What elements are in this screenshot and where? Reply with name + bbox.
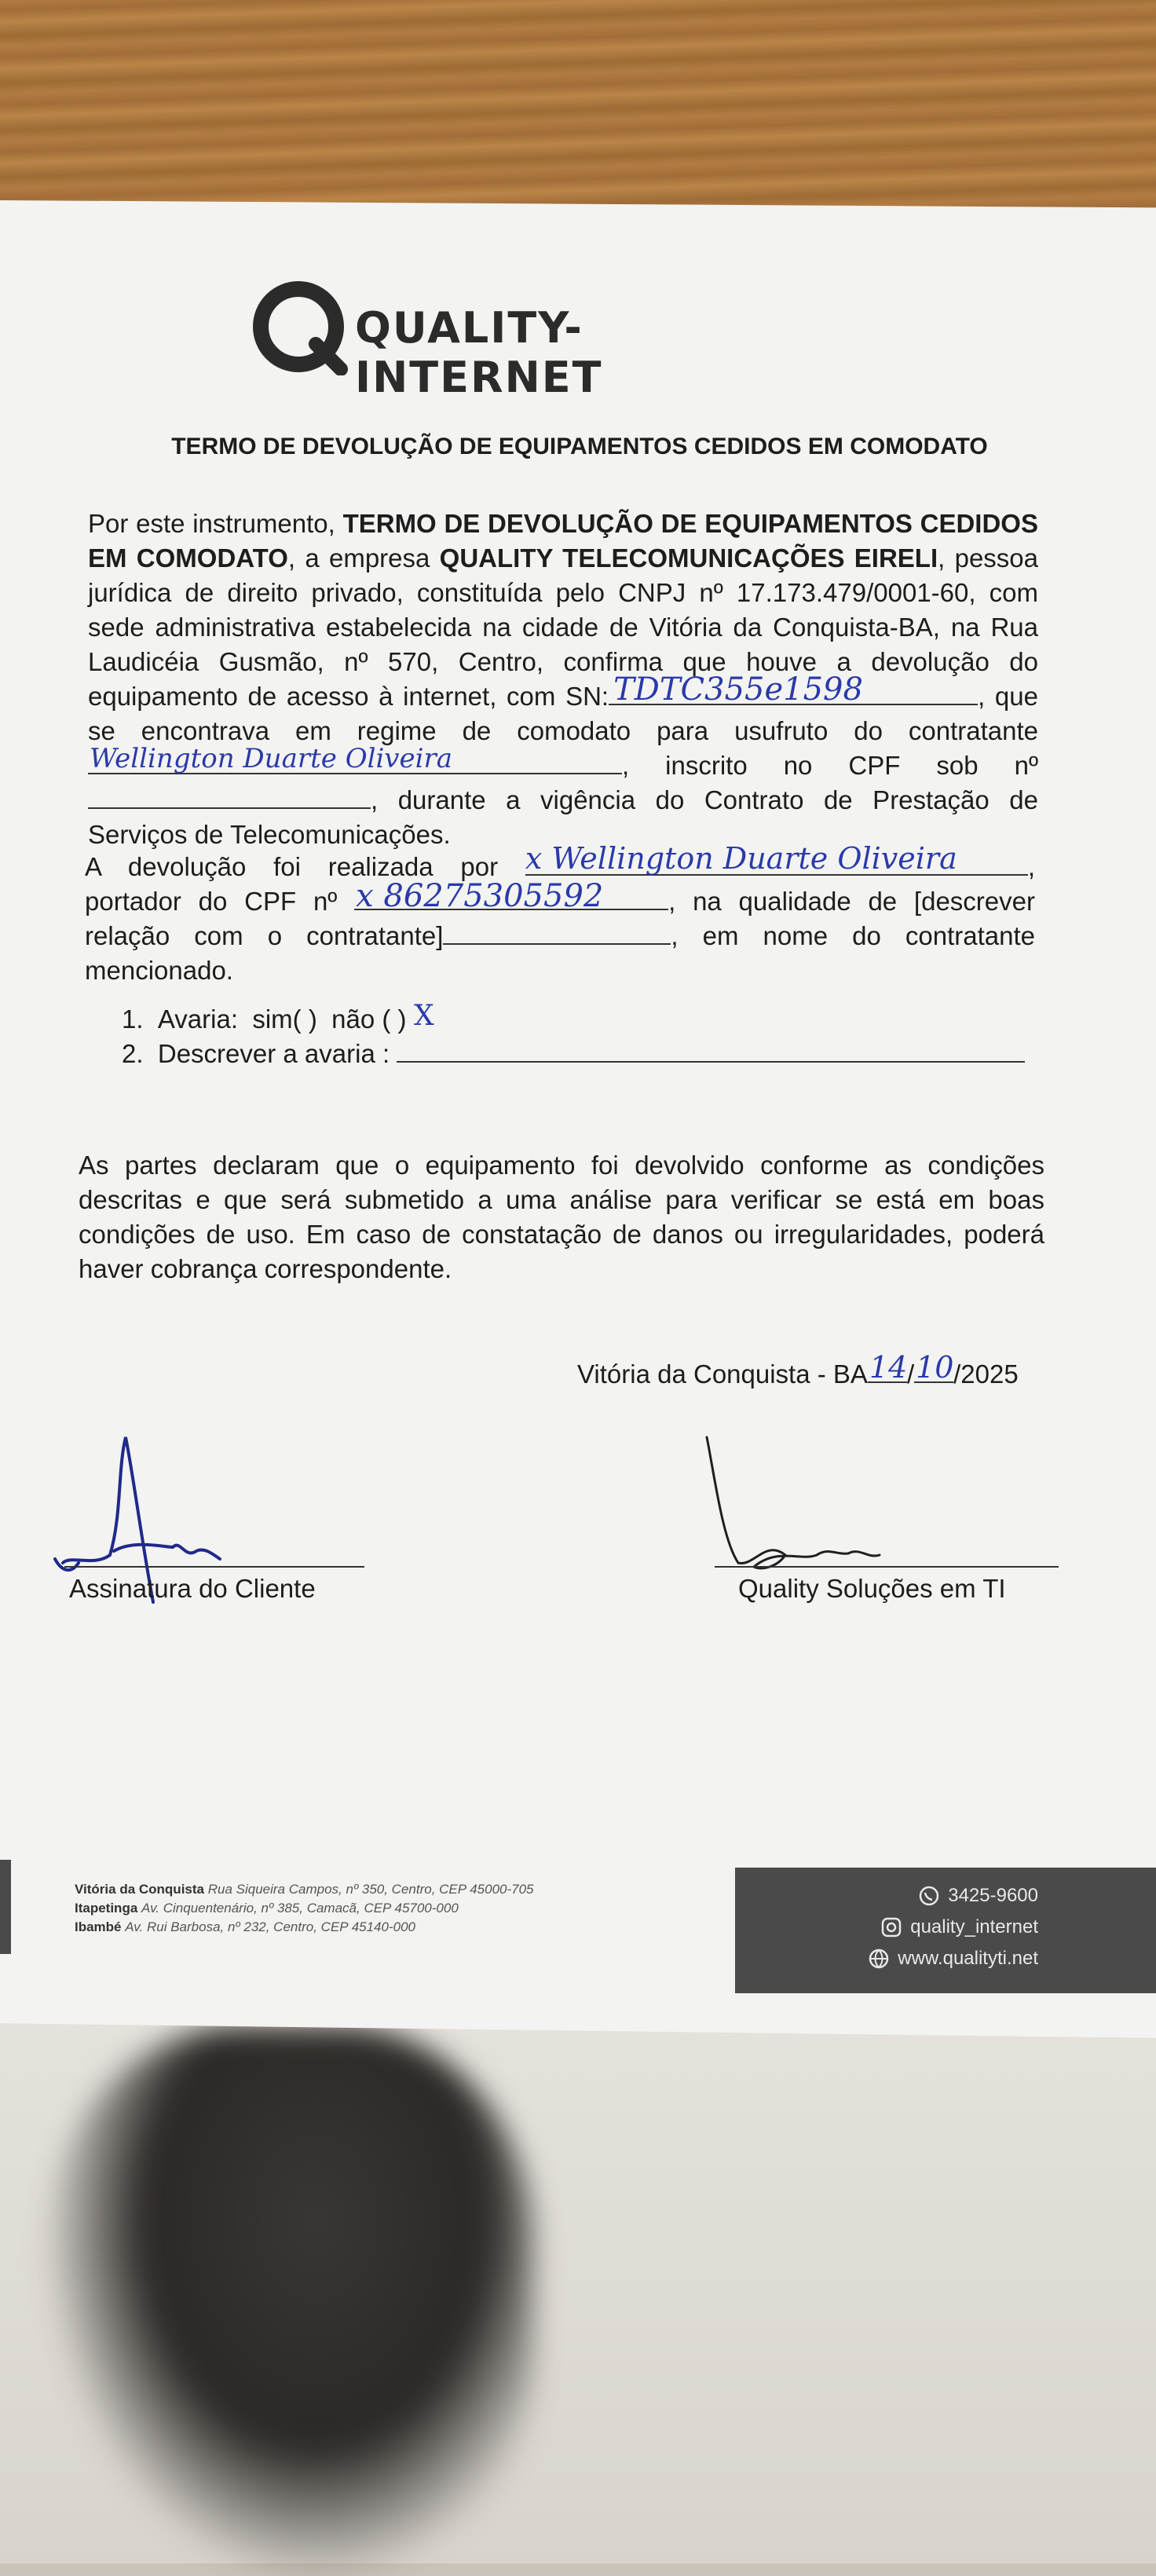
p2-text-1: A devolução foi realizada por [85, 852, 525, 881]
company-signature [691, 1429, 942, 1579]
cpf-field[interactable] [354, 878, 668, 914]
place-date [577, 1350, 1048, 1392]
relation-field[interactable] [443, 920, 671, 945]
contractant-name-field[interactable] [88, 743, 622, 774]
item-descrever [122, 1037, 1033, 1071]
footer-contact-box [735, 1868, 1156, 1993]
instagram-icon [880, 1916, 902, 1938]
nao-checkmark: X [414, 1000, 434, 1032]
footer-address: Rua Siqueira Campos, nº 350, Centro, CEP 45000-705 [207, 1882, 534, 1897]
p1-text-3: , pessoa jurídica de direito privado, constituída pelo CNPJ nº 17.173.479/0001-60, com sede administrativa estabelecida na cidade de Vitória da Conquista-BA, na Rua Laudicéia Gusmão, nº 570, Centro, confirma que houve a devolução do equipamento de acesso à internet, com SN: [88, 543, 1039, 711]
place-text: Vitória da Conquista - BA [577, 1359, 868, 1389]
p1-bold-1: TERMO DE DEVOLUÇÃO DE EQUIPAMENTOS CEDIDOS EM COMODATO [88, 509, 1038, 573]
client-signature-label: Assinatura do Cliente [69, 1574, 316, 1603]
footer-address-line [75, 1918, 534, 1937]
company-signature-label: Quality Soluções em TI [738, 1574, 1006, 1603]
blurred-object-photo [47, 2026, 534, 2576]
wooden-table-background [0, 0, 1156, 212]
footer-city: Vitória da Conquista [75, 1882, 204, 1897]
paragraph-1 [88, 507, 1038, 852]
cpf-handwriting: x 86275305592 [356, 878, 604, 914]
returned-by-handwriting: x Wellington Duarte Oliveira [525, 841, 957, 876]
items-list [122, 1002, 1033, 1071]
footer-address: Av. Rui Barbosa, nº 232, Centro, CEP 45140-000 [125, 1919, 415, 1934]
p1-text-6: , durante a vigência do Contrato de Prestação de Serviços de Telecomunicações. [88, 785, 1038, 849]
year-text: 2025 [960, 1359, 1019, 1389]
date-sep-1: / [906, 1359, 915, 1389]
paragraph-3: As partes declaram que o equipamento foi devolvido conforme as condições descritas e que será submetido a uma análise para verificar se está em boas condições de uso. Em caso de constatação de danos ou irregularidades, poderá haver cobrança correspondente. [79, 1151, 1044, 1283]
avaria-sim-option[interactable]: sim( ) [252, 1004, 317, 1034]
p1-text-4: , que se encontrava em regime de comodato para usufruto do contratante [88, 682, 1038, 745]
descrever-avaria-field[interactable] [397, 1037, 1025, 1063]
returned-by-field[interactable] [525, 841, 1028, 876]
footer-instagram: quality_internet [910, 1916, 1038, 1937]
descrever-label: Descrever a avaria : [157, 1039, 390, 1068]
p1-text-2: , a empresa [287, 543, 440, 573]
footer-instagram-row [880, 1916, 1038, 1938]
avaria-nao-option[interactable]: não ( ) [331, 1004, 407, 1034]
month-field[interactable] [914, 1350, 954, 1385]
logo-q-icon [253, 281, 355, 375]
document-title: TERMO DE DEVOLUÇÃO DE EQUIPAMENTOS CEDIDOS EM COMODATO [171, 434, 988, 459]
item-avaria [122, 1002, 1033, 1037]
footer-phone-row [918, 1885, 1038, 1907]
footer-city: Ibambé [75, 1919, 122, 1934]
footer-address-line [75, 1880, 534, 1899]
serial-handwriting: TDTC355e1598 [613, 671, 863, 708]
footer-website: www.qualityti.net [898, 1948, 1038, 1969]
p2-text-4: , em nome do contratante mencionado. [85, 921, 1035, 985]
avaria-label: Avaria: [157, 1004, 238, 1034]
day-handwriting: 14 [869, 1350, 908, 1385]
item-1-number: 1. [122, 1004, 144, 1034]
paragraph-2 [85, 841, 1035, 988]
footer-city: Itapetinga [75, 1901, 138, 1916]
p1-bold-2: QUALITY TELECOMUNICAÇÕES EIRELI [439, 543, 938, 573]
p2-text-2: , portador do CPF nº [85, 852, 1035, 916]
contractant-handwriting: Wellington Duarte Oliveira [90, 743, 453, 774]
p1-text-5: , inscrito no CPF sob nº [622, 751, 1038, 780]
document-paper [0, 200, 1156, 2038]
footer-address: Av. Cinquentenário, nº 385, Camacã, CEP 45700-000 [141, 1901, 459, 1916]
date-sep-2: / [953, 1359, 961, 1389]
footer-addresses [75, 1880, 534, 1937]
contractant-cpf-field[interactable] [88, 784, 371, 809]
serial-number-field[interactable] [609, 671, 978, 708]
client-signature-line [64, 1566, 364, 1568]
logo-text: QUALITY-INTERNET [355, 303, 603, 402]
day-field[interactable] [868, 1350, 908, 1385]
company-logo [253, 281, 803, 402]
company-signature-line [715, 1566, 1059, 1568]
p2-text-3: , na qualidade de [descrever relação com o contratante] [85, 887, 1035, 950]
footer-website-row [868, 1948, 1038, 1970]
whatsapp-icon [918, 1885, 940, 1907]
p1-text-1: Por este instrumento, [88, 509, 343, 538]
footer-address-line [75, 1899, 534, 1918]
footer-left-accent [0, 1860, 11, 1954]
item-2-number: 2. [122, 1039, 144, 1068]
month-handwriting: 10 [916, 1350, 954, 1385]
footer-phone: 3425-9600 [948, 1885, 1038, 1906]
globe-icon [868, 1948, 890, 1970]
